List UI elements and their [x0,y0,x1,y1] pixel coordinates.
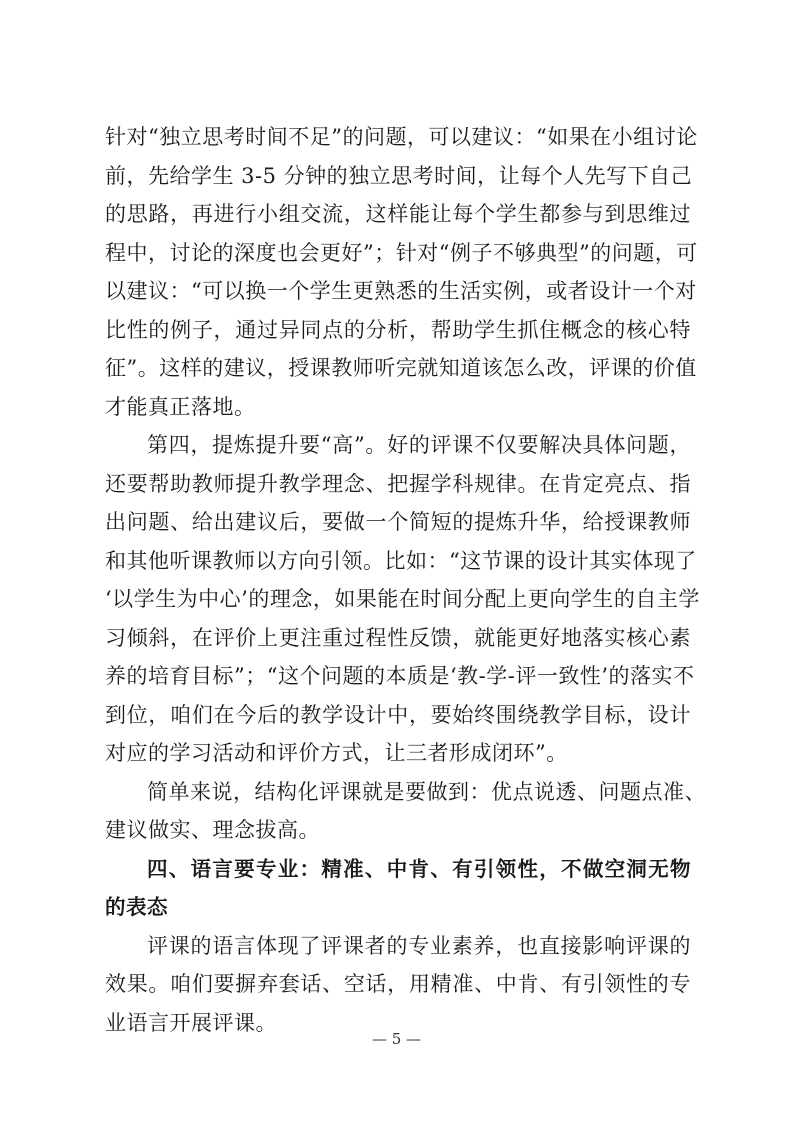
paragraph-start-line: 评课的语言体现了评课者的专业素养，也直接影响评课的 [147,933,691,958]
text-line: 比性的例子，通过异同点的分析，帮助学生抓住概念的核心特 [105,317,691,342]
page-number: — 5 — [371,1030,422,1048]
text-line: 程中，讨论的深度也会更好”；针对“例子不够典型”的问题，可 [105,240,698,265]
body-text [105,118,706,1042]
text-line: 效果。咱们要摒弃套话、空话，用精准、中肯、有引领性的专 [105,972,691,996]
paragraph-start-line: 第四，提炼提升要“高”。好的评课不仅要解决具体问题， [147,433,691,457]
text-line: 才能真正落地。 [105,394,256,419]
text-line: 和其他听课教师以方向引领。比如：“这节课的设计其实体现了 [105,548,697,573]
text-line: 习倾斜，在评价上更注重过程性反馈，就能更好地落实核心素 [105,625,691,650]
text-line: 针对“独立思考时间不足”的问题，可以建议：“如果在小组讨论 [105,125,698,149]
text-line: 业语言开展评课。 [105,1010,277,1035]
text-line: 征”。这样的建议，授课教师听完就知道该怎么改，评课的价值 [105,356,697,380]
text-line: 出问题、给出建议后，要做一个简短的提炼升华，给授课教师 [105,510,691,534]
text-line: 的思路，再进行小组交流，这样能让每个学生都参与到思维过 [105,202,691,226]
paragraph-start-line: 简单来说，结构化评课就是要做到：优点说透、问题点准、 [147,779,706,804]
text-line: 到位，咱们在今后的教学设计中，要始终围绕教学目标，设计 [105,702,691,727]
text-line: 建议做实、理念拔高。 [105,818,320,842]
text-line: ‘以学生为中心’的理念，如果能在时间分配上更向学生的自主学 [105,587,700,611]
text-line: 对应的学习活动和评价方式，让三者形成闭环”。 [105,741,568,765]
text-line: 还要帮助教师提升教学理念、把握学科规律。在肯定亮点、指 [105,471,691,496]
text-line: 以建议：“可以换一个学生更熟悉的生活实例，或者设计一个对 [105,279,697,303]
text-line: 养的培育目标”；“这个问题的本质是‘教-学-评一致性’的落实不 [105,664,695,688]
section-heading-continued: 的表态 [105,895,168,919]
section-heading: 四、语言要专业：精准、中肯、有引领性，不做空洞无物 [147,856,691,881]
text-line: 前，先给学生 3-5 分钟的独立思考时间，让每个人先写下自己 [105,163,693,188]
